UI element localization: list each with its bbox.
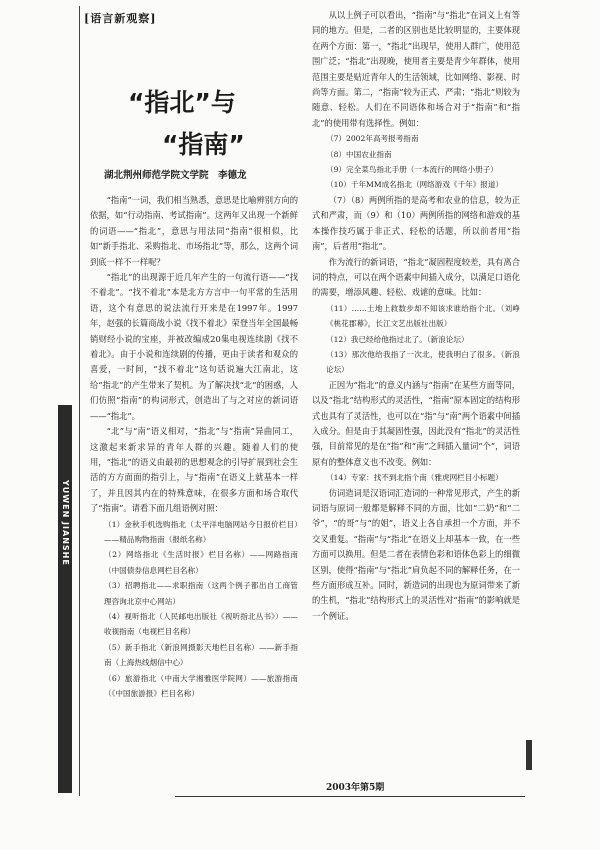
- paragraph: （7）（8）两例所指的是高考和农业的信息，较为正式和严肃，而（9）和（10）两例所指的网络和游戏的基本操作技巧属于非正式、轻松的话题，所以前者用“指南”，后者用“指北”。: [312, 194, 520, 252]
- example-line: （12）我已经给他指过北了。（新浪论坛）: [326, 334, 469, 344]
- example-line: （9）完全菜鸟指北手册（一本流行的网络小册子）: [326, 165, 498, 175]
- example-line: （2）网络指北《生活时报》栏目名称）——网路指南（中国债券信息网栏目名称）: [104, 550, 298, 575]
- issue-label: 2003年第5期: [326, 783, 385, 793]
- example-line: （8）中国农业指南: [326, 149, 392, 159]
- example-line: （3）招聘指北——求职指南（这两个例子都出自工商管理咨询北京中心网站）: [104, 581, 298, 606]
- example-line: （5）新手指北（新浪网摄影天地栏目名称）——新手指南（上海热线烟信中心）: [104, 642, 298, 668]
- article-title: [120, 82, 300, 166]
- paragraph: “指南”一词，我们相当熟悉，意思是比喻辨别方向的依据，如“行动指南、考试指南”。这两年又出现一个新鲜的词语——“指北”，意思与用法同“指南”很相似，比如“新手指北、采购指北、市场指北”等，那么，这两个词到底一样不一样呢？: [90, 195, 298, 267]
- title-line-2: “指南”: [162, 130, 245, 159]
- paragraph: 从以上例子可以看出，“指南”与“指北”在词义上有等同的地方。但是，二者的区别也是比较明显的，主要体现在两个方面：第一，“指北”出现早，使用人群广，使用范围广泛；“指北”出现晚，使用者主要是青少年群体，使用范围主要是贴近青年人的生活领域，比如网络、影视、时尚等方面。第二，“指南”较为正式、严肃；“指北”则较为随意、轻松。人们在不同语体和场合对于“指南”和“指北”的使用带有选择性。例如：: [312, 10, 520, 128]
- footer-rule: [175, 796, 525, 797]
- paragraph: “北”与“南”语义相对，“指北”与“指南”异曲同工，这激起来新求异的青年人群的兴趣。随着人们的使用，“指北”的语义由最初的思想观念的引导扩展到社会生活的方方面面的指引上，与“指南”在语义上就基本一样了，并且因其内在的特殊意味，在很多方面和场合取代了“指南”。请看下面几组语例对照：: [90, 426, 298, 514]
- edge-mark: [526, 740, 532, 770]
- paragraph: 作为流行的新词语，“指北”凝固程度较差，具有离合词的特点，可以在两个语素中间插入成分，以满足口语化的需要，增添风趣、轻松、戏谑的意味。比如：: [312, 256, 520, 298]
- paragraph: 正因为“指北”的意义内涵与“指南”在某些方面等同，以及“指北”结构形式的灵活性，“指南”原本固定的结构形式也具有了灵活性，也可以在“指”与“南”两个语素中间插入成分。但是由于其凝固性强，因此没有“指北”的灵活性强，目前常见的是在“指”和“南”之间插入量词“个”，词语原有的整体意义也不改变。例如：: [312, 379, 520, 467]
- author-line: 湖北荆州师范学院文学院 李德龙: [104, 170, 247, 181]
- left-column: [90, 193, 298, 701]
- sidebar-band: [58, 405, 72, 793]
- example-line: （7）2002年高考报考指南: [326, 134, 419, 144]
- example-line: （13）那次他给我指了一次北，使我明白了很多。（新浪论坛）: [326, 349, 520, 375]
- title-line-1: “指北”与: [128, 88, 236, 117]
- example-line: （6）旅游指北（中南大学湘雅医学院网）——旅游指南（《中国旅游报》栏目名称）: [104, 673, 298, 698]
- example-line: （10）千年MM成名指北（网络游戏《千年》报道）: [326, 180, 504, 190]
- right-column: [312, 8, 520, 624]
- paragraph: “指北”的出现源于近几年产生的一句流行语——“找不着北”。“找不着北”本是北方方言中一句平常的生活用语，这个有意思的说法流行开来是在1997年。1997年，赵强的长篇商战小说《找不着北》荣登当年全国最畅销财经小说的宝座，并被改编成20集电视连续剧《找不着北》。由于小说和连续剧的传播，更由于读者和观众的喜爱，一时间，“找不着北”这句话说遍大江南北，这给“指北”的产生带来了契机。为了解决找“北”的困惑，人们仿照“指南”的构词形式，创造出了与之对应的新词语——“指北”。: [90, 272, 298, 421]
- left-rule: [79, 6, 80, 796]
- paragraph: 仿词造词是汉语词汇造词的一种常见形式，产生的新词语与原词一般都是解释不同的方面，比如“二奶”和“二爷”，“的哥”与“的姐”，语义上各自承担一个方面，并不交叉重复。“指南”与“指北”在语义上却基本一致，在一些方面可以换用。但是二者在表情色彩和语体色彩上的细微区别，使得“指南”与“指北”肩负起不同的解释任务，在一些方面形成互补。同时，新造词的出现也为原词带来了新的生机，“指北”结构形式上的灵活性对“指南”的影响就是一个例证。: [312, 487, 520, 621]
- sidebar-journal-name: YUWEN JIANSHE: [61, 480, 70, 566]
- example-line: （14）专家：找不到北指个南（雅虎网栏目小标题）: [326, 473, 503, 483]
- section-tag: [语言新观察]: [84, 12, 157, 25]
- example-line: （11）……土地上救数步却不知该求谁给指个北。（刘峥《桃花郡幕》，长江文艺出版社出版）: [326, 303, 520, 329]
- example-line: （4）视听指北（人民邮电出版社《视听指北丛书》）——收视指南（电视栏目名称）: [104, 611, 298, 637]
- example-line: （1）金秋手机选购指北（太平洋电脑网站今日报价栏目）——精品购物指南（报纸名称）: [104, 519, 298, 544]
